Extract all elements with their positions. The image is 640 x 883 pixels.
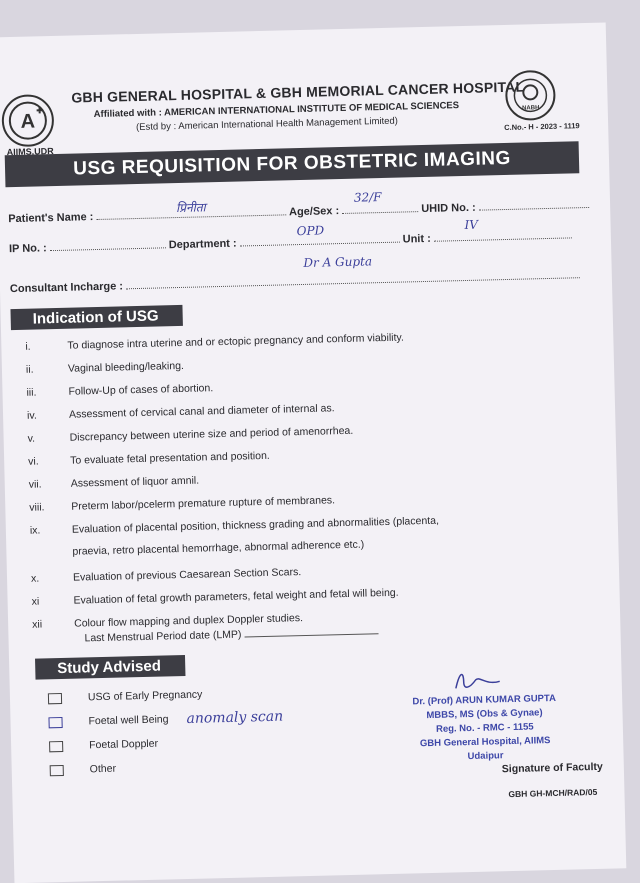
indication-text: Colour flow mapping and duplex Doppler studies. xyxy=(74,612,304,630)
indication-number: iv. xyxy=(26,409,37,422)
indication-number: i. xyxy=(25,340,31,353)
form-code: GBH GH-MCH/RAD/05 xyxy=(508,786,598,800)
consultant-value: Dr A Gupta xyxy=(303,254,373,270)
indication-text: Assessment of cervical canal and diameter of internal as. xyxy=(68,402,335,421)
study-heading: Study Advised xyxy=(35,655,185,680)
unit-value: IV xyxy=(464,217,479,233)
study-option[interactable] xyxy=(49,738,158,753)
patient-name-value: प्रिनीता xyxy=(175,200,206,216)
ip-row xyxy=(9,227,572,255)
indication-number: ii. xyxy=(25,363,34,376)
indication-text: To diagnose intra uterine and or ectopic pregnancy and conform viability. xyxy=(67,331,405,352)
consultant-label: Consultant Incharge : xyxy=(9,280,124,296)
signature-label: Signature of Faculty xyxy=(501,760,603,776)
stamp-line-1: Dr. (Prof) ARUN KUMAR GUPTA xyxy=(412,692,557,708)
indication-number: iii. xyxy=(26,386,37,399)
indication-text: To evaluate fetal presentation and position. xyxy=(70,449,270,467)
study-option-label: Other xyxy=(89,762,117,776)
doctor-stamp xyxy=(404,692,566,766)
indication-text: Evaluation of previous Caesarean Section Scars. xyxy=(72,566,302,584)
hospital-name: GBH GENERAL HOSPITAL & GBH MEMORIAL CANCER HOSPITAL xyxy=(71,78,525,106)
consultant-row xyxy=(10,267,580,295)
checkbox[interactable] xyxy=(48,693,62,704)
indication-item xyxy=(31,587,398,608)
age-sex-label: Age/Sex : xyxy=(288,205,340,219)
indication-heading: Indication of USG xyxy=(10,305,182,330)
study-option[interactable] xyxy=(48,713,168,728)
indication-item xyxy=(30,539,364,559)
requisition-form xyxy=(0,23,626,883)
indication-text: Discrepancy between uterine size and period of amenorrhea. xyxy=(69,424,354,444)
svg-text:A: A xyxy=(20,110,36,133)
indication-text: Assessment of liquor amnil. xyxy=(70,474,200,490)
indication-number: x. xyxy=(30,572,40,585)
study-option-label: Foetal Doppler xyxy=(89,737,159,752)
indication-text: Preterm labor/pcelerm premature rupture of membranes. xyxy=(71,494,336,513)
indication-item xyxy=(28,450,270,468)
indication-number: xii xyxy=(32,618,43,631)
indication-item xyxy=(31,566,301,585)
indication-item xyxy=(27,425,353,445)
stamp-line-3: Reg. No. - RMC - 1155 xyxy=(435,721,534,735)
study-option-label: Foetal well Being xyxy=(88,713,169,728)
form-title: USG REQUISITION FOR OBSTETRIC IMAGING xyxy=(5,141,580,187)
indication-text: Evaluation of fetal growth parameters, fetal weight and fetal will being. xyxy=(73,586,399,607)
established: (Estd by : American International Health Management Limited) xyxy=(135,115,399,134)
aiims-logo-icon xyxy=(1,94,54,147)
svg-text:NABH: NABH xyxy=(521,105,540,112)
lmp-field[interactable] xyxy=(244,624,378,637)
indication-number xyxy=(31,555,73,556)
indication-text: praevia, retro placental hemorrhage, abnormal adherence etc.) xyxy=(72,538,365,558)
stamp-line-4: GBH General Hospital, AIIMS Udaipur xyxy=(419,735,551,763)
certificate-number: C.No.- H - 2023 - 1119 xyxy=(504,121,580,133)
indication-number: vii. xyxy=(28,478,42,491)
nabh-logo-icon xyxy=(505,70,556,121)
indication-number: viii. xyxy=(29,501,45,514)
indication-text: Evaluation of placental position, thickness grading and abnormalities (placenta, xyxy=(71,514,440,536)
indication-number: vi. xyxy=(28,455,39,468)
indication-number: xi xyxy=(31,595,40,608)
ip-field[interactable] xyxy=(50,237,166,251)
patient-name-label: Patient's Name : xyxy=(8,211,94,226)
indication-item xyxy=(29,494,335,513)
uhid-field[interactable] xyxy=(479,197,589,211)
study-option-label: USG of Early Pregnancy xyxy=(87,688,203,704)
indication-item xyxy=(26,360,184,376)
uhid-label: UHID No. : xyxy=(421,201,476,216)
stamp-line-2: MBBS, MS (Obs & Gynae) xyxy=(426,707,543,722)
indication-item xyxy=(29,475,200,491)
checkbox[interactable] xyxy=(49,741,63,752)
study-option[interactable] xyxy=(48,689,203,705)
checkbox[interactable] xyxy=(50,765,64,776)
unit-field[interactable] xyxy=(434,227,572,241)
study-note: anomaly scan xyxy=(186,708,284,727)
ip-label: IP No. : xyxy=(8,242,47,256)
study-option[interactable] xyxy=(50,763,117,777)
faculty-signature-icon xyxy=(449,667,510,694)
indication-number: v. xyxy=(27,432,36,445)
indication-item xyxy=(25,332,404,353)
department-value: OPD xyxy=(296,223,325,239)
indication-item xyxy=(26,382,213,399)
department-label: Department : xyxy=(168,237,237,252)
indication-item xyxy=(27,402,335,422)
consultant-field[interactable] xyxy=(126,267,580,289)
affiliation: Affiliated with : AMERICAN INTERNATIONAL INSTITUTE OF MEDICAL SCIENCES xyxy=(93,100,460,121)
indication-text: Follow-Up of cases of abortion. xyxy=(68,382,214,398)
indication-number: ix. xyxy=(29,524,41,537)
age-sex-value: 32/F xyxy=(353,190,382,205)
patient-row xyxy=(8,197,589,225)
indication-item xyxy=(30,515,439,537)
lmp-label: Last Menstrual Period date (LMP) xyxy=(84,628,242,645)
aiims-logo-text: AIIMS.UDR xyxy=(6,146,54,158)
checkbox[interactable] xyxy=(48,717,62,728)
indication-text: Vaginal bleeding/leaking. xyxy=(67,359,185,375)
unit-label: Unit : xyxy=(402,232,431,246)
